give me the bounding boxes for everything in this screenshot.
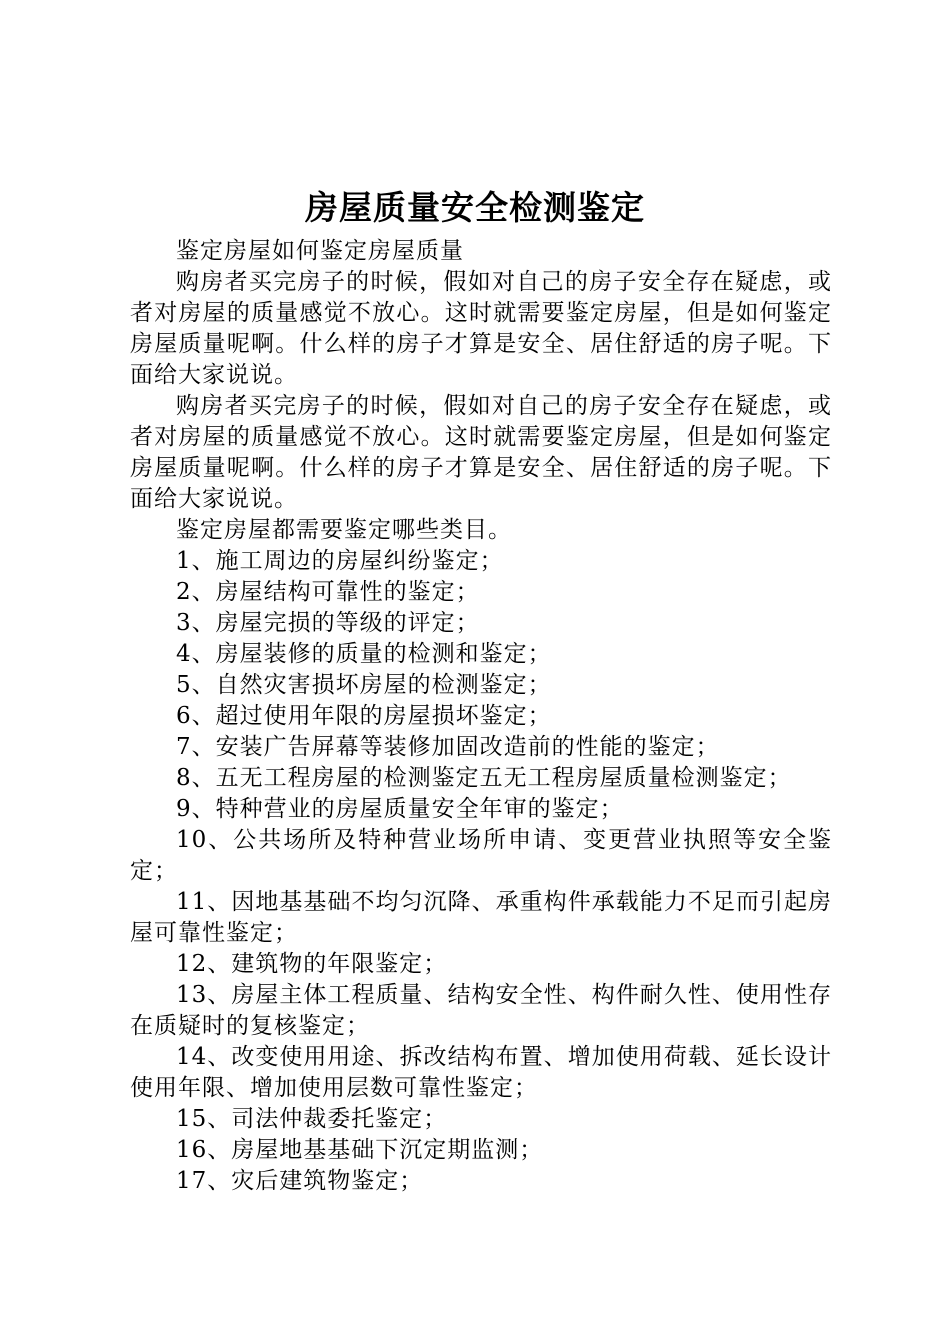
list-item-15: 15、司法仲裁委托鉴定； (176, 1106, 448, 1132)
list-item-11: 11、因地基基础不均匀沉降、承重构件承载能力不足而引起房屋可靠性鉴定； (130, 889, 832, 946)
list-item-14: 14、改变使用用途、拆改结构布置、增加使用荷载、延长设计使用年限、增加使用层数可靠性鉴定； (130, 1044, 832, 1101)
list-item-1: 1、施工周边的房屋纠纷鉴定； (176, 548, 504, 574)
list-item-16: 16、房屋地基基础下沉定期监测； (176, 1137, 544, 1163)
paragraph-intro-2: 购房者买完房子的时候，假如对自己的房子安全存在疑虑，或者对房屋的质量感觉不放心。这时就需要鉴定房屋，但是如何鉴定房屋质量呢啊。什么样的房子才算是安全、居住舒适的房子呢。下面给大家说说。 (130, 393, 832, 512)
list-item-9: 9、特种营业的房屋质量安全年审的鉴定； (176, 796, 624, 822)
list-item-3: 3、房屋完损的等级的评定； (176, 610, 480, 636)
document-title: 房屋质量安全检测鉴定 (305, 188, 645, 227)
list-item-10: 10、公共场所及特种营业场所申请、变更营业执照等安全鉴定； (130, 827, 832, 884)
list-item-17: 17、灾后建筑物鉴定； (176, 1168, 424, 1194)
list-item-5: 5、自然灾害损坏房屋的检测鉴定； (176, 672, 552, 698)
paragraph-intro-1: 购房者买完房子的时候，假如对自己的房子安全存在疑虑，或者对房屋的质量感觉不放心。这时就需要鉴定房屋，但是如何鉴定房屋质量呢啊。什么样的房子才算是安全、居住舒适的房子呢。下面给大家说说。 (130, 269, 832, 388)
list-item-2: 2、房屋结构可靠性的鉴定； (176, 579, 480, 605)
list-item-13: 13、房屋主体工程质量、结构安全性、构件耐久性、使用性存在质疑时的复核鉴定； (130, 982, 832, 1039)
list-item-12: 12、建筑物的年限鉴定； (176, 951, 448, 977)
document-body (130, 236, 832, 1197)
paragraph-subtitle: 鉴定房屋如何鉴定房屋质量 (176, 238, 464, 264)
list-item-4: 4、房屋装修的质量的检测和鉴定； (176, 641, 552, 667)
list-item-7: 7、安装广告屏幕等装修加固改造前的性能的鉴定； (176, 734, 720, 760)
list-item-8: 8、五无工程房屋的检测鉴定五无工程房屋质量检测鉴定； (176, 765, 792, 791)
list-item-6: 6、超过使用年限的房屋损坏鉴定； (176, 703, 552, 729)
paragraph-list-heading: 鉴定房屋都需要鉴定哪些类目。 (176, 517, 512, 543)
